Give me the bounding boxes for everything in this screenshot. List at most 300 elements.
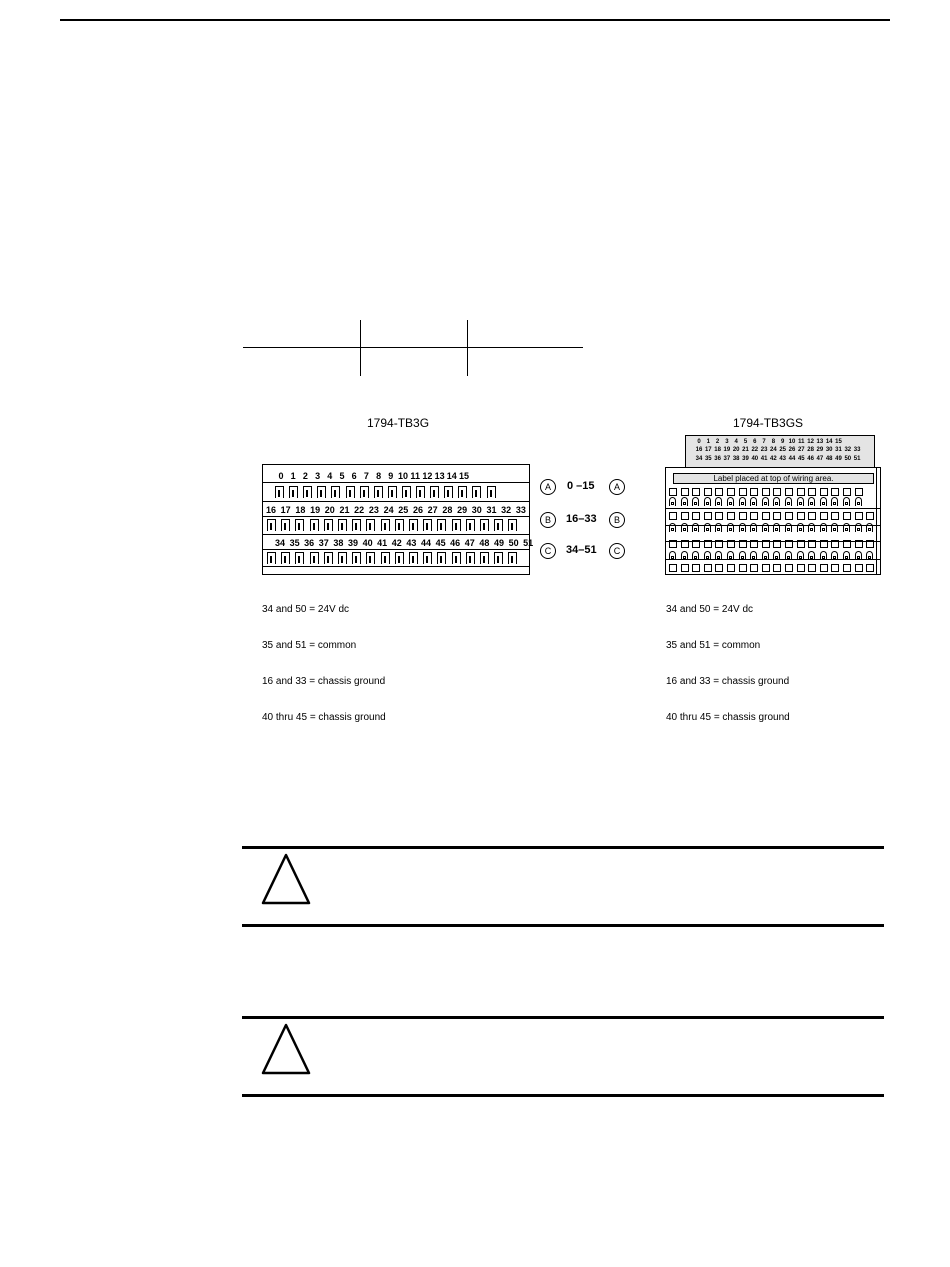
terminal-row-c [267,552,525,566]
terminal-square [681,488,689,496]
terminal-number: 38 [333,538,344,548]
terminal-number: 8 [376,471,382,481]
terminal-screw [494,552,503,564]
terminal-screw [494,519,503,531]
label-number: 22 [751,447,759,453]
terminal-square [797,540,805,548]
terminal-screw [281,552,290,564]
terminal-square [843,488,851,496]
terminal-block-right-edge [880,467,881,575]
wiring-area-label: Label placed at top of wiring area. [673,473,874,484]
label-number: 25 [779,447,787,453]
terminal-screw [381,519,390,531]
table-rule-horizontal [243,347,583,348]
terminal-number: 6 [351,471,357,481]
terminal-screw [374,486,383,498]
terminal-number: 13 [434,471,445,481]
terminal-square [820,488,828,496]
terminal-screw [452,519,461,531]
terminal-square [855,540,863,548]
terminal-clamp [831,551,838,560]
label-number: 40 [751,456,759,462]
terminal-number: 25 [398,505,409,515]
terminal-clamp [669,497,676,506]
terminal-square [773,488,781,496]
terminal-number: 37 [318,538,329,548]
note-line: 40 thru 45 = chassis ground [666,712,790,723]
terminal-number: 1 [290,471,296,481]
label-number: 20 [732,447,740,453]
terminal-number: 36 [304,538,315,548]
callout-a-range: 0 –15 [567,480,595,492]
terminal-clamp [750,551,757,560]
terminal-number: 47 [464,538,475,548]
terminal-number: 22 [354,505,365,515]
terminal-clamp [692,523,699,532]
terminal-screw [366,552,375,564]
terminal-clamp [831,497,838,506]
terminal-screw [381,552,390,564]
label-number: 34 [695,456,703,462]
terminal-screw [267,552,276,564]
terminal-number: 28 [442,505,453,515]
terminal-square [739,564,747,572]
terminal-number: 51 [523,538,534,548]
label-number: 28 [807,447,814,453]
terminal-screw [437,519,446,531]
terminal-screw [352,519,361,531]
terminal-square [681,512,689,520]
terminal-number: 29 [457,505,468,515]
terminal-screw [395,519,404,531]
terminal-screw [402,486,411,498]
terminal-clamp [715,497,722,506]
label-number: 0 [697,439,701,445]
terminal-number: 41 [377,538,388,548]
terminal-square [715,540,723,548]
terminal-screw [423,552,432,564]
terminal-square [843,512,851,520]
terminal-square [855,512,863,520]
terminal-square [785,540,793,548]
terminal-clamp [669,523,676,532]
terminal-screw [338,552,347,564]
warning-box-1-top-rule [242,846,884,849]
callout-a-left: A [540,479,556,495]
terminal-square [808,488,816,496]
terminal-square [785,512,793,520]
terminal-clamp [692,497,699,506]
terminal-clamp [727,497,734,506]
notes-left [262,580,386,736]
label-number: 16 [695,447,703,453]
note-line: 34 and 50 = 24V dc [666,604,754,615]
terminal-clamp [704,523,711,532]
label-number: 4 [734,439,738,445]
label-number: 46 [807,456,814,462]
terminal-square [773,564,781,572]
terminal-square [762,488,770,496]
terminal-square [739,540,747,548]
terminal-number: 33 [515,505,526,515]
label-number: 33 [853,447,861,453]
terminal-screw [480,519,489,531]
terminal-block-left [262,464,534,575]
terminal-number: 34 [274,538,286,548]
terminal-clamp [808,551,815,560]
label-number: 18 [714,447,721,453]
terminal-screw [458,486,467,498]
label-number: 51 [853,456,861,462]
terminal-clamp [808,523,815,532]
terminal-screw [324,552,333,564]
terminal-clamp [797,523,804,532]
label-number: 7 [762,439,766,445]
label-number: 8 [771,439,776,445]
terminal-number: 24 [383,505,394,515]
terminal-number: 14 [446,471,457,481]
terminal-square [797,512,805,520]
terminal-clamp [820,551,827,560]
terminal-screw [480,552,489,564]
terminal-number: 17 [280,505,291,515]
terminal-number: 49 [493,538,505,548]
terminal-number: 12 [422,471,433,481]
terminal-clamp [669,551,676,560]
terminal-clamp [855,551,862,560]
terminal-screw [508,519,517,531]
terminal-square [855,488,863,496]
terminal-square [727,512,735,520]
terminal-clamp [843,497,850,506]
terminal-number: 4 [327,471,333,481]
terminal-number: 42 [391,538,402,548]
terminal-number: 19 [310,505,321,515]
terminal-square [669,512,677,520]
terminal-number: 30 [471,505,482,515]
terminal-screw [310,552,319,564]
terminal-square [739,488,747,496]
terminal-screw [472,486,481,498]
terminal-clamp [692,551,699,560]
terminal-screw [346,486,355,498]
terminal-screw [289,486,298,498]
label-number: 37 [723,456,731,462]
terminal-screw [409,519,418,531]
terminal-square [669,488,677,496]
warning-box-1-bottom-rule [242,924,884,927]
terminal-number: 16 [265,505,277,515]
label-number: 3 [725,439,729,445]
callout-c-range: 34–51 [566,544,597,556]
label-number: 6 [753,439,757,445]
terminal-clamp [681,551,688,560]
terminal-clamp [750,523,757,532]
terminal-screw [366,519,375,531]
terminal-clamp [831,523,838,532]
terminal-square [855,564,863,572]
terminal-number: 2 [302,471,308,481]
label-number: 19 [723,447,731,453]
terminal-clamp [785,551,792,560]
terminal-clamp [843,551,850,560]
terminal-screw [352,552,361,564]
terminal-clamp [866,551,873,560]
terminal-screw [331,486,340,498]
terminal-number: 7 [363,471,369,481]
terminal-clamp [866,523,873,532]
terminal-square [750,512,758,520]
terminal-square [739,512,747,520]
note-line: 40 thru 45 = chassis ground [262,712,386,723]
callout-b-right: B [609,512,625,528]
warning-triangle-icon [260,1022,312,1076]
terminal-screw [452,552,461,564]
terminal-clamp [704,551,711,560]
label-number: 14 [825,439,833,445]
terminal-screw [430,486,439,498]
terminal-clamp [704,497,711,506]
note-line: 35 and 51 = common [666,640,761,651]
terminal-screw [466,552,475,564]
terminal-square [831,564,839,572]
terminal-square [681,564,689,572]
terminal-number: 31 [486,505,497,515]
terminal-clamp [739,551,746,560]
label-number: 42 [770,456,777,462]
terminal-screw [324,519,333,531]
table-rule-vertical-1 [360,320,361,376]
label-number: 49 [835,456,842,462]
label-number: 36 [714,456,721,462]
terminal-number: 9 [388,471,394,481]
terminal-square [727,488,735,496]
terminal-square [797,488,805,496]
terminal-number: 11 [410,471,420,481]
callout-b-left: B [540,512,556,528]
terminal-number: 35 [289,538,300,548]
terminal-square [843,540,851,548]
label-number: 43 [779,456,787,462]
note-line: 16 and 33 = chassis ground [666,676,790,687]
terminal-clamp [762,497,769,506]
terminal-square [704,540,712,548]
terminal-square [797,564,805,572]
terminal-square [750,540,758,548]
label-number: 23 [760,447,768,453]
label-number: 35 [704,456,712,462]
terminal-clamp [750,497,757,506]
terminal-number: 3 [315,471,321,481]
terminal-number: 39 [347,538,359,548]
terminal-screw [275,486,284,498]
terminal-square [808,564,816,572]
terminal-screw [295,552,304,564]
terminal-row-a [275,486,499,500]
terminal-block-right-edge [876,467,877,575]
callout-c-left: C [540,543,556,559]
label-number: 2 [715,439,720,445]
terminal-number: 23 [368,505,379,515]
terminal-screw [281,519,290,531]
terminal-number: 45 [435,538,446,548]
terminal-square [692,488,700,496]
terminal-screw [360,486,369,498]
terminal-clamp [785,497,792,506]
terminal-clamp [785,523,792,532]
terminal-square [762,512,770,520]
label-number: 48 [825,456,833,462]
terminal-clamp [727,523,734,532]
terminal-clamp [681,497,688,506]
note-line: 16 and 33 = chassis ground [262,676,386,687]
terminal-screw [487,486,496,498]
figure-title-right: 1794-TB3GS [733,416,804,430]
terminal-square [715,488,723,496]
terminal-square [681,540,689,548]
terminal-square [773,540,781,548]
terminal-screw [267,519,276,531]
terminal-number: 46 [450,538,461,548]
warning-box-2-bottom-rule [242,1094,884,1097]
terminal-screw [508,552,517,564]
terminal-number: 5 [339,471,345,481]
terminal-number: 27 [427,505,438,515]
terminal-square [715,512,723,520]
terminal-square [820,512,828,520]
page-top-rule [60,19,890,21]
terminal-square [866,540,874,548]
label-number: 15 [835,439,842,445]
terminal-square [704,564,712,572]
label-number: 41 [760,456,768,462]
label-number: 9 [781,439,785,445]
label-number: 24 [770,447,777,453]
terminal-clamp [820,523,827,532]
terminal-number: 40 [362,538,373,548]
figure-title-left: 1794-TB3G [367,416,430,430]
terminal-square [843,564,851,572]
terminal-screw [444,486,453,498]
terminal-square [704,512,712,520]
callout-c-right: C [609,543,625,559]
terminal-square [750,488,758,496]
label-number: 31 [835,447,842,453]
terminal-square [866,564,874,572]
terminal-square [808,512,816,520]
terminal-square [669,540,677,548]
terminal-screw [423,519,432,531]
label-number: 1 [706,439,710,445]
warning-box-2-top-rule [242,1016,884,1019]
terminal-square [715,564,723,572]
label-number: 38 [732,456,740,462]
terminal-label-card [685,435,875,468]
terminal-number: 50 [508,538,519,548]
terminal-screw [416,486,425,498]
terminal-screw [437,552,446,564]
terminal-square [692,540,700,548]
terminal-clamp [715,551,722,560]
terminal-number: 20 [324,505,335,515]
terminal-number: 26 [412,505,424,515]
label-number: 5 [743,439,748,445]
table-rule-vertical-2 [467,320,468,376]
terminal-square [831,488,839,496]
terminal-screw [310,519,319,531]
terminal-number: 43 [406,538,417,548]
terminal-clamp [739,497,746,506]
label-number: 13 [816,439,824,445]
terminal-screw [466,519,475,531]
label-number: 11 [798,439,805,445]
terminal-square [727,540,735,548]
warning-triangle-icon [260,852,312,906]
terminal-number: 48 [479,538,490,548]
terminal-clamp [773,551,780,560]
terminal-clamp [808,497,815,506]
label-number: 50 [844,456,852,462]
terminal-number: 18 [295,505,306,515]
terminal-square [831,512,839,520]
terminal-clamp [727,551,734,560]
terminal-square [692,512,700,520]
callout-b-range: 16–33 [566,513,597,525]
label-number: 39 [742,456,749,462]
terminal-row-b [267,519,525,533]
terminal-clamp [855,497,862,506]
label-number: 12 [807,439,814,445]
label-number: 10 [788,439,796,445]
note-line: 34 and 50 = 24V dc [262,604,350,615]
terminal-screw [388,486,397,498]
label-number: 44 [788,456,796,462]
terminal-square [808,540,816,548]
terminal-square [727,564,735,572]
callout-a-right: A [609,479,625,495]
terminal-square [692,564,700,572]
terminal-number: 32 [501,505,512,515]
terminal-screw [395,552,404,564]
terminal-square [866,512,874,520]
terminal-number: 0 [278,471,284,481]
label-number: 47 [816,456,824,462]
terminal-clamp [681,523,688,532]
terminal-screw [317,486,326,498]
label-number: 32 [844,447,852,453]
terminal-square [750,564,758,572]
terminal-square [831,540,839,548]
terminal-square [820,540,828,548]
note-line: 35 and 51 = common [262,640,357,651]
terminal-clamp [773,497,780,506]
label-number: 45 [797,456,805,462]
terminal-square [785,488,793,496]
label-number: 27 [797,447,805,453]
terminal-number: 15 [458,471,470,481]
terminal-clamp [762,523,769,532]
terminal-square [773,512,781,520]
terminal-number: 21 [339,505,350,515]
terminal-clamp [797,497,804,506]
label-number: 30 [825,447,833,453]
terminal-clamp [797,551,804,560]
terminal-square [669,564,677,572]
terminal-clamp [715,523,722,532]
label-number: 21 [742,447,749,453]
terminal-square [785,564,793,572]
terminal-number: 10 [397,471,409,481]
